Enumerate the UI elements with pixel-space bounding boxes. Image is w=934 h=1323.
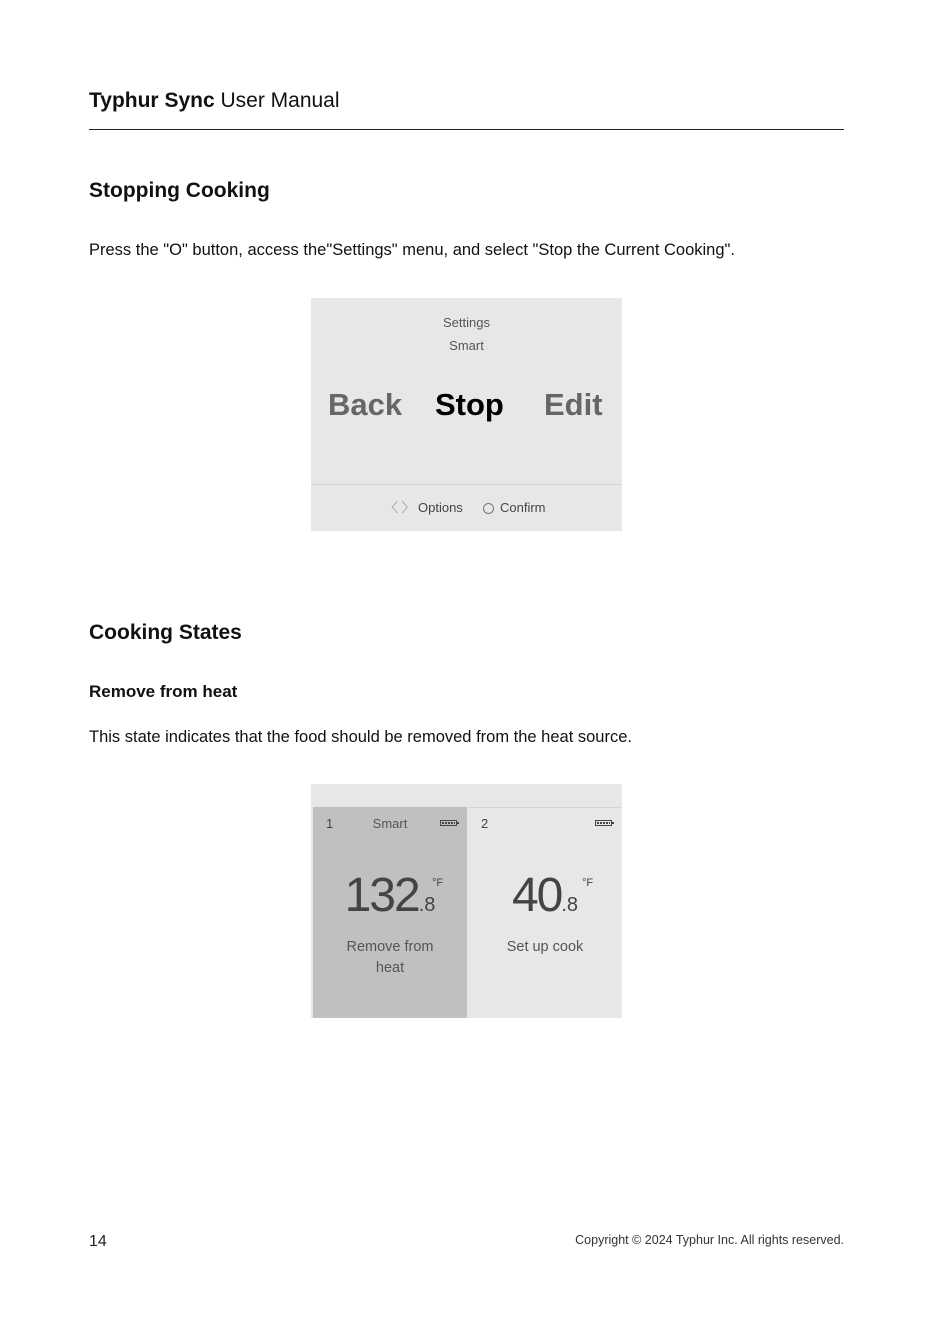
probe-number: 2 <box>481 816 489 831</box>
page-number: 14 <box>89 1233 107 1250</box>
settings-footer <box>311 484 622 531</box>
option-stop[interactable]: Stop <box>435 387 504 422</box>
option-edit[interactable]: Edit <box>544 387 603 422</box>
options-hint-label: Options <box>418 500 463 515</box>
settings-subtitle: Smart <box>449 338 484 353</box>
temp-unit: °F <box>432 877 444 889</box>
probe-panel-1 <box>313 807 467 1018</box>
brand-name: Typhur Sync <box>89 89 215 112</box>
probe-temperature <box>468 869 622 934</box>
remove-from-heat-heading: Remove from heat <box>89 682 238 701</box>
probe-status: Remove from heat <box>346 939 434 976</box>
probe-status: Set up cook <box>506 939 584 955</box>
chevron-left-right-icon: 〈 〉 <box>385 500 415 515</box>
stopping-cooking-heading: Stopping Cooking <box>89 179 270 202</box>
probe-temperature <box>313 869 467 934</box>
stopping-instruction: Press the "O" button, access the"Settings" menu, and select "Stop the Current Cooking". <box>89 241 735 259</box>
temp-decimal: .8 <box>418 894 436 916</box>
probe-number: 1 <box>326 816 334 831</box>
remove-from-heat-description: This state indicates that the food should be removed from the heat source. <box>89 728 632 746</box>
settings-screen <box>311 298 622 531</box>
temp-integer: 40 <box>511 869 562 922</box>
copyright-notice: Copyright © 2024 Typhur Inc. All rights reserved. <box>575 1233 844 1247</box>
temp-decimal: .8 <box>561 894 579 916</box>
battery-full-icon <box>595 820 612 826</box>
header-title <box>89 88 844 114</box>
cooking-states-heading: Cooking States <box>89 621 242 644</box>
battery-full-icon <box>440 820 457 826</box>
probe-mode: Smart <box>372 816 408 831</box>
temp-unit: °F <box>582 877 594 889</box>
header-title-rest: User Manual <box>214 89 340 112</box>
circle-button-icon <box>483 503 494 514</box>
temp-integer: 132 <box>344 869 419 922</box>
page-header <box>89 88 844 130</box>
probe-screen <box>311 784 622 1018</box>
settings-title: Settings <box>443 315 490 330</box>
option-back[interactable]: Back <box>328 387 403 422</box>
confirm-hint-label: Confirm <box>500 500 546 515</box>
probe-panel-2 <box>468 807 622 1018</box>
